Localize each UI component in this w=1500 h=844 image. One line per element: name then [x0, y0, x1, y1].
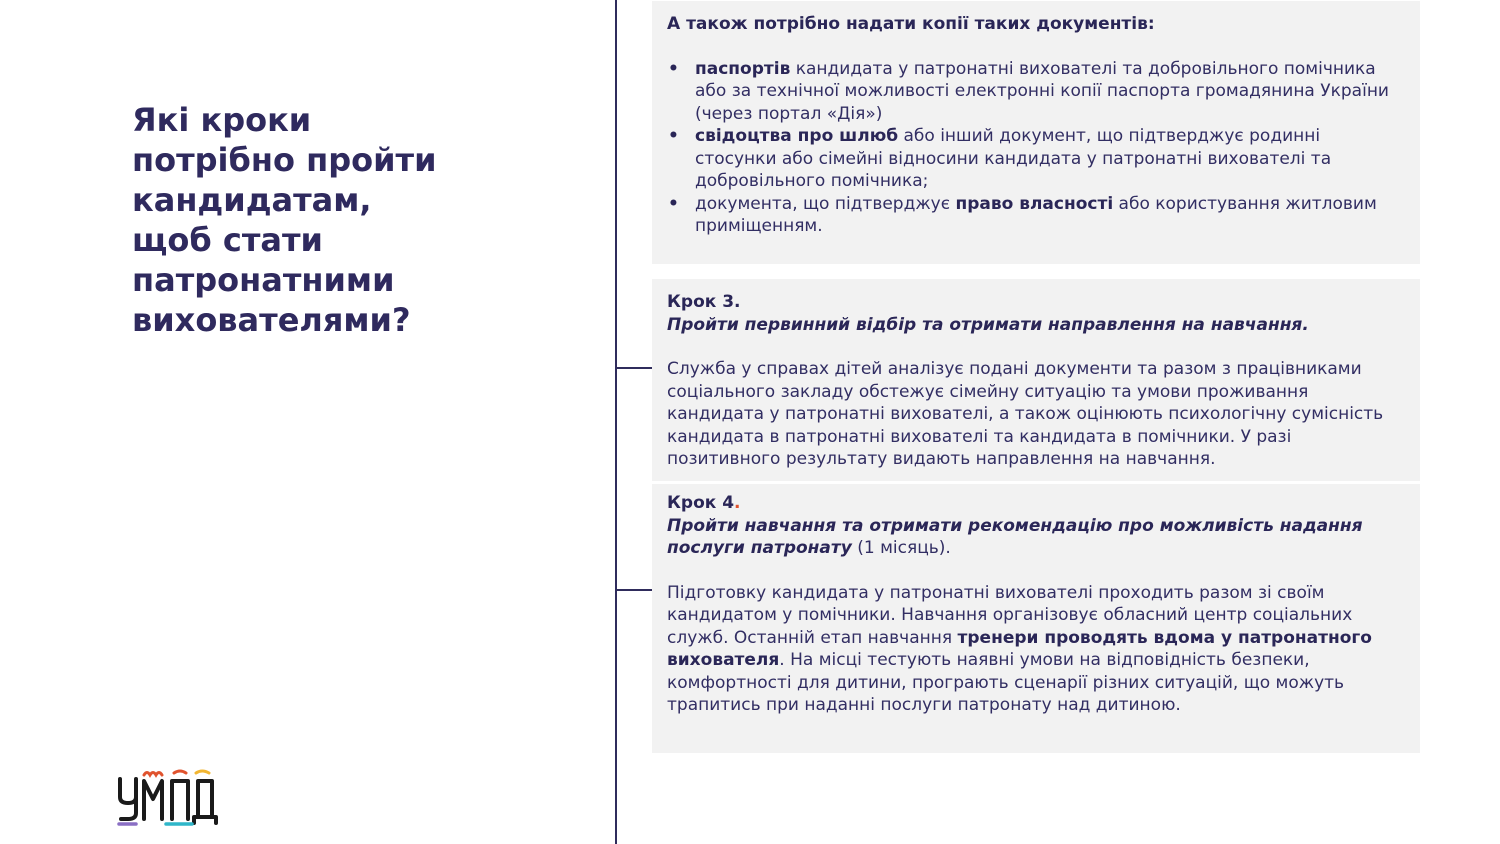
list-item-text: документа, що підтверджує [695, 193, 956, 214]
step3-body: Служба у справах дітей аналізує подані документи та разом з працівниками соціального закладу обстежує сімейну ситуацію та умови проживання кандидата у патронатні вихователі, а також оцінюють психологічну сумісність кандидата в патронатні вихователі та кандидата в помічники. У разі позитивного результату видають направлення на навчання. [667, 359, 1384, 469]
step4-body [667, 582, 1406, 717]
list-item [667, 58, 1406, 126]
step4-body-bold: тренери проводять вдома у патронатного вихователя [667, 627, 1372, 670]
step4-label-dot: . [734, 493, 741, 513]
list-item [667, 125, 1406, 193]
documents-list [667, 58, 1406, 238]
list-item-bold: право власності [955, 193, 1114, 214]
step4-label-text: Крок 4 [667, 493, 735, 513]
step4-title-suffix: (1 місяць). [851, 538, 951, 558]
timeline-tick-step3 [616, 367, 653, 369]
step4-card [652, 484, 1420, 753]
list-item-bold: паспортів [695, 58, 791, 79]
list-item-bold: свідоцтва про шлюб [695, 126, 899, 146]
step4-title-text: Пройти навчання та отримати рекомендацію про можливість надання послуги патронату [667, 515, 1363, 558]
step3-title: Пройти первинний відбір та отримати направлення на навчання. [667, 314, 1309, 335]
umpd-logo [116, 769, 222, 827]
list-item-text: кандидата у патронатні вихователі та добровільного помічника або за технічної можливості електронні копії паспорта громадянина України (через портал «Дія») [695, 58, 1389, 124]
timeline-line [615, 0, 617, 844]
list-item-text: або користування житловим приміщенням. [695, 193, 1377, 236]
list-item-text: або інший документ, що підтверджує родинні стосунки або сімейні відносини кандидата у патронатні вихователі та добровільного помічника; [695, 126, 1332, 191]
step4-body-text: Підготовку кандидата у патронатні вихователі проходить разом зі своїм кандидатом у помічники. Навчання організовує обласний центр соціальних служб. Останній етап навчання [667, 582, 1353, 648]
step4-body-text-end: . На місці тестують наявні умови на відповідність безпеки, комфортності для дитини, програють сценарії різних ситуацій, що можуть трапитись при наданні послуги патронату над дитиною. [667, 650, 1345, 715]
documents-heading: А також потрібно надати копії таких документів: [667, 14, 1155, 34]
step4-label [667, 492, 1406, 515]
step3-card [652, 279, 1420, 481]
documents-card [652, 1, 1420, 264]
list-item [667, 193, 1406, 238]
page-title: Які кроки потрібно пройти кандидатам, щоб стати патронатними вихователями? [132, 101, 437, 339]
step3-label: Крок 3. [667, 292, 741, 312]
timeline-tick-step4 [616, 589, 653, 591]
step4-title [667, 515, 1406, 560]
